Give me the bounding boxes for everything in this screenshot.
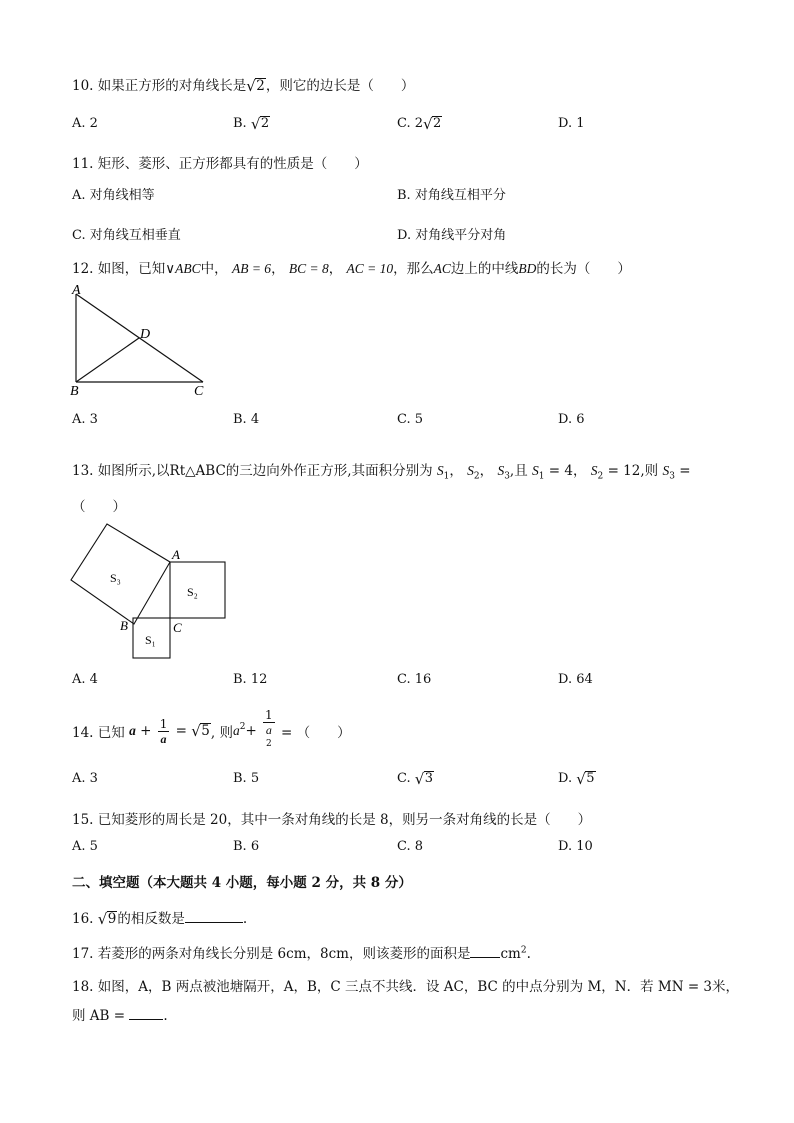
sqrt-symbol: √ 2: [246, 78, 266, 94]
q12-stem: 12. 如图，已知∨ABC中， AB = 6， BC = 8， AC = 10，那么AC边上的中线BD的长为（ ）: [72, 261, 631, 277]
q16-stem: 16. √ 9的相反数是 .: [72, 907, 247, 927]
label-s1: S₁: [145, 633, 156, 647]
label-a: A: [172, 547, 180, 562]
q13-stem: 13. 如图所示,以Rt△ABC的三边向外作正方形,其面积分别为 $S_1$， $S_2$， $S_3$,且 $S_1 = 4$， $S_2 = 12$,则 $S_3$ =: [72, 463, 691, 482]
q10-option-a: A. 2: [72, 116, 98, 131]
q14-option-b: B. 5: [233, 771, 260, 786]
median-bd: [76, 338, 139, 382]
q11-stem: 11. 矩形、菱形、正方形都具有的性质是（ ）: [72, 156, 368, 172]
q18-stem-line1: 18. 如图，A，B 两点被池塘隔开，A，B，C 三点不共线．设 AC，BC 的中点分别为 M，N．若 MN = 3米，: [72, 979, 740, 995]
label-a: A: [72, 283, 81, 298]
q15-stem: 15. 已知菱形的周长是 20，其中一条对角线的长是 8，则另一条对角线的长是（ ）: [72, 812, 592, 828]
q15-option-c: C. 8: [397, 839, 424, 854]
q13-stem-line2: （ ）: [72, 499, 126, 515]
q10-stem: 10. 如果正方形的对角线长是√ 2，则它的边长是（ ）: [72, 74, 414, 94]
q14-option-a: A. 3: [72, 771, 98, 786]
answer-blank[interactable]: [129, 1019, 163, 1020]
q12-option-c: C. 5: [397, 412, 424, 427]
q13-option-b: B. 12: [233, 672, 268, 687]
q12-option-b: B. 4: [233, 412, 260, 427]
q12-option-d: D. 6: [558, 412, 585, 427]
q15-option-d: D. 10: [558, 839, 593, 854]
q11-option-d: D. 对角线平分对角: [397, 228, 507, 243]
label-d: D: [140, 327, 151, 342]
q13-option-a: A. 4: [72, 672, 98, 687]
q13-option-d: D. 64: [558, 672, 593, 687]
q10-option-b: B. √ 2: [233, 116, 270, 131]
label-s2: S₂: [187, 585, 198, 599]
q14-stem: 14. 已知 a + $\frac{1}{a}$ = √ 5, 则$a^2+$ 1 a $^2$ = （ ）: [72, 708, 351, 754]
q18-stem-line2: 则 AB = .: [72, 1008, 168, 1024]
label-c: C: [194, 384, 204, 399]
answer-blank[interactable]: [470, 957, 500, 958]
q15-option-b: B. 6: [233, 839, 260, 854]
q17-stem: 17. 若菱形的两条对角线长分别是 6cm，8cm，则该菱形的面积是 $cm^2$.: [72, 945, 531, 962]
q15-option-a: A. 5: [72, 839, 98, 854]
q12-option-a: A. 3: [72, 412, 98, 427]
q11-option-b: B. 对角线互相平分: [397, 188, 506, 203]
q12-triangle-figure: [66, 282, 216, 402]
section-2-title: 二、填空题（本大题共 4 小题，每小题 2 分，共 8 分）: [72, 875, 412, 891]
answer-blank[interactable]: [185, 922, 243, 923]
q10-option-d: D. 1: [558, 116, 585, 131]
q11-option-c: C. 对角线互相垂直: [72, 228, 181, 243]
label-s3: S₃: [110, 571, 121, 585]
label-c: C: [173, 620, 182, 635]
q13-squares-figure: [66, 518, 236, 666]
label-b: B: [70, 384, 79, 399]
q14-option-c: C. √ 3: [397, 771, 434, 786]
q13-option-c: C. 16: [397, 672, 432, 687]
q14-option-d: D. √ 5: [558, 771, 596, 786]
q11-option-a: A. 对角线相等: [72, 188, 155, 203]
q10-option-c: C. 2√ 2: [397, 116, 442, 131]
label-b: B: [120, 618, 128, 633]
